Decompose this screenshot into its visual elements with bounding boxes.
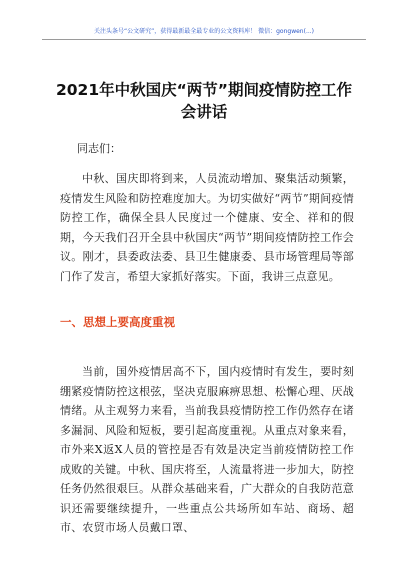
greeting: 同志们： [77,142,121,155]
header-divider [42,39,366,40]
section-paragraph: 当前，国外疫情居高不下，国内疫情时有发生，要时刻绷紧疫情防控这根弦，坚决克服麻痹思想、松懈心理、厌战情绪。从主观努力来看，当前我县疫情防控工作仍然存在诸多漏洞、风险和短板，要引起高度重视。从重点对象来看，市外来X返X人员的管控是否有效是决定当前疫情防控工作成败的关键。中秋、国庆将至，人流量将进一步加大，防控任务仍然很艰巨。从群众基础来看，广大群众的自我防范意识还需要继续提升，一些重点公共场所如车站、商场、超市、农贸市场人员戴口罩、 [60,365,354,534]
intro-paragraph: 中秋、国庆即将到来，人员流动增加、聚集活动频繁，疫情发生风险和防控难度加大。为切实做好“两节”期间疫情防控工作，确保全县人民度过一个健康、安全、祥和的假期，今天我们召开全县中秋国庆“两节”期间疫情防控工作会议。刚才，县委政法委、县卫生健康委、县市场管理局等部门作了发言，希望大家抓好落实。下面，我讲三点意见。 [60,172,354,283]
document-title [0,79,408,123]
section-heading: 一、思想上要高度重视 [60,315,175,329]
document-title-line-1: 2021年中秋国庆“两节”期间疫情防控工作 [55,81,352,99]
header-promo-note: 关注头条号“公文研究”，获得最新最全最专业的公文资料库！ 微信：gongwen(...) [93,28,315,35]
document-title-line-2: 会讲话 [180,103,228,121]
